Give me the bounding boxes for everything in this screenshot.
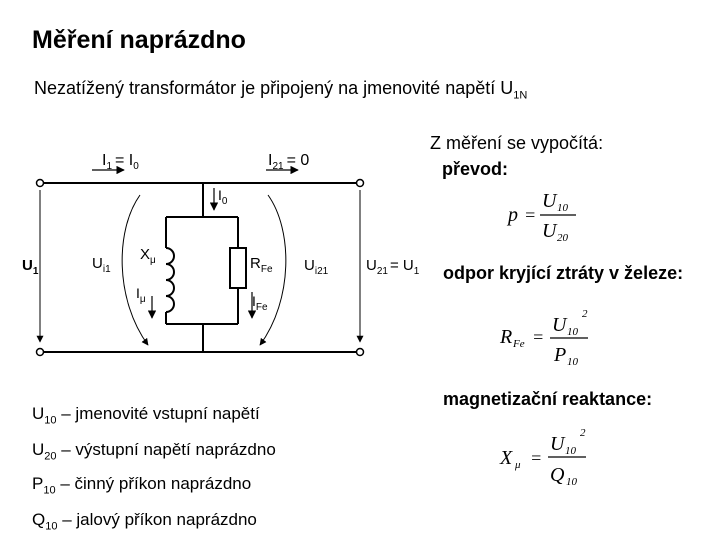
inductor-symbol bbox=[166, 248, 174, 312]
ratio-formula bbox=[500, 185, 590, 245]
ratio-num-sub: 10 bbox=[557, 202, 568, 214]
reactance-formula bbox=[496, 424, 606, 494]
react-den: Q bbox=[550, 464, 565, 486]
terminal-top-left bbox=[37, 180, 44, 187]
react-lhs: X bbox=[500, 447, 513, 469]
xmu-label: $X_\mu$ bbox=[140, 246, 156, 266]
ratio-den: U bbox=[542, 220, 557, 242]
terminal-bottom-right bbox=[357, 349, 364, 356]
intro-text: Nezatížený transformátor je připojený na jmenovité napětí $U_{1N}$ bbox=[34, 78, 528, 102]
react-num-sup: 2 bbox=[580, 427, 586, 439]
ratio-num: U bbox=[542, 190, 557, 212]
iron-lhs-sub: Fe bbox=[513, 338, 525, 350]
ratio-den-sub: 20 bbox=[557, 232, 568, 244]
ui21-label: $U_{i21}$ bbox=[304, 257, 329, 277]
terminal-top-right bbox=[357, 180, 364, 187]
reactance-label: magnetizační reaktance: bbox=[443, 389, 653, 409]
legend-item: $U_{20}$ – výstupní napětí naprázdno bbox=[32, 440, 276, 463]
ui1-curved-arrow bbox=[122, 195, 148, 345]
iron-num: U bbox=[552, 314, 567, 336]
iron-num-sup: 2 bbox=[582, 308, 588, 320]
ui1-label: $U_{i1}$ bbox=[92, 255, 111, 275]
legend-item: $Q_{10}$ – jalový příkon naprázdno bbox=[32, 510, 257, 533]
legend-item: $U_{10}$ – jmenovité vstupní napětí bbox=[32, 404, 260, 427]
page-title: Měření naprázdno bbox=[32, 26, 246, 54]
ratio-lhs: p bbox=[508, 204, 518, 226]
terminal-bottom-left bbox=[37, 349, 44, 356]
circuit-diagram bbox=[0, 140, 440, 380]
iron-den-sub: 10 bbox=[567, 356, 578, 368]
legend-item: $P_{10}$ – činný příkon naprázdno bbox=[32, 474, 252, 497]
imu-label: $I_\mu$ bbox=[136, 285, 146, 305]
rfe-label: $R_{Fe}$ bbox=[250, 255, 273, 275]
iron-formula bbox=[496, 305, 606, 375]
i1-label: $I_1 = I_0$ bbox=[102, 152, 139, 172]
iron-eq: = bbox=[532, 327, 545, 347]
iron-den: P bbox=[554, 344, 567, 366]
react-den-sub: 10 bbox=[566, 476, 577, 488]
u1-label: $U_1$ bbox=[22, 257, 39, 277]
i0-label: $I_0$ bbox=[218, 187, 228, 207]
react-num-sub: 10 bbox=[565, 445, 576, 457]
ratio-label: převod: bbox=[442, 159, 509, 179]
results-heading bbox=[430, 130, 603, 182]
iron-loss-label: odpor kryjící ztráty v železe: bbox=[443, 263, 684, 283]
react-lhs-sub: μ bbox=[515, 459, 521, 471]
ife-label: $I_{Fe}$ bbox=[252, 293, 268, 313]
resistor-symbol bbox=[230, 248, 246, 288]
iron-num-sub: 10 bbox=[567, 326, 578, 338]
ratio-eq: = bbox=[524, 205, 537, 225]
iron-lhs: R bbox=[500, 326, 513, 348]
u21-label: $U_{21} = U_1$ bbox=[366, 257, 420, 277]
results-heading-text: Z měření se vypočítá: bbox=[430, 133, 604, 153]
i21-label: $I_{21} = 0$ bbox=[268, 152, 310, 172]
react-num: U bbox=[550, 433, 565, 455]
react-eq: = bbox=[530, 448, 543, 468]
